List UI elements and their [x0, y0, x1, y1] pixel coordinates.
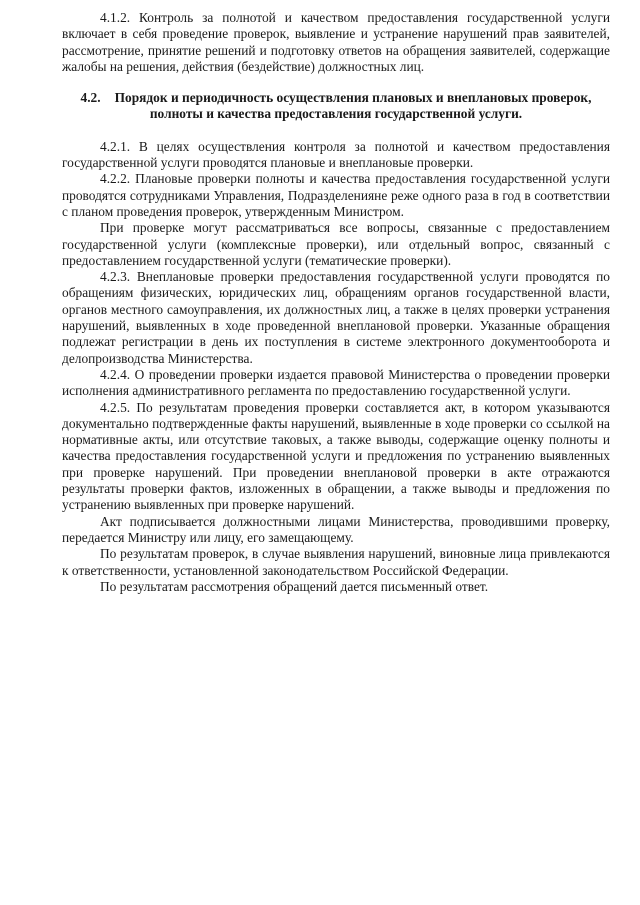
paragraph-4-2-4: 4.2.4. О проведении проверки издается правовой Министерства о проведении проверки исполнения административного регламента по предоставлению государственной услуги. — [62, 366, 610, 399]
paragraph-written-answer: По результатам рассмотрения обращений дается письменный ответ. — [100, 578, 489, 594]
paragraph-4-2-3: 4.2.3. Внеплановые проверки предоставления государственной услуги проводятся по обращениям физических, юридических лиц, обращениям органов государственной власти, органов местного самоуправления, их должностных лиц, а также в целях проверки устранения нарушений, выявленных в ходе проведенной внеплановой проверки. Указанные обращения подлежат регистрации в день их поступления в системе электронного документооборота и делопроизводства Министерства. — [62, 269, 610, 366]
paragraph-4-2-1: 4.2.1. В целях осуществления контроля за полнотой и качеством предоставления государственной услуги проводятся плановые и внеплановые проверки. — [62, 138, 610, 171]
paragraph-4-1-2: 4.1.2. Контроль за полнотой и качеством предоставления государственной услуги включает в себя проведение проверок, выявление и устранение нарушений прав заявителей, рассмотрение, принятие решений и подготовку ответов на обращения заявителей, содержащие жалобы на решения, действия (бездействие) должностных лиц. — [62, 10, 610, 74]
paragraph-4-2-5: 4.2.5. По результатам проведения проверки составляется акт, в котором указываются документально подтвержденные факты нарушений, выявленные в ходе проверки со ссылкой на нормативные акты, или отсутствие таковых, а также выводы, содержащие оценку полноты и качества предоставления государственной услуги и предложения по устранению выявленных при проверке нарушений. При проведении внеплановой проверки в акте отражаются результаты проверки фактов, изложенных в обращении, а также выводы и предложения по устранению выявленных при проверке нарушений. — [62, 399, 610, 513]
document-page — [62, 10, 610, 595]
paragraph-4-2-2: 4.2.2. Плановые проверки полноты и качества предоставления государственной услуги проводятся сотрудниками Управления, Подразделенияне реже одного раза в год в соответствии с планом проведения проверок, утвержденным Министром. — [62, 171, 610, 219]
section-number: 4.2. — [80, 90, 101, 106]
paragraph-liability: По результатам проверок, в случае выявления нарушений, виновные лица привлекаются к ответственности, установленной законодательством Российской Федерации. — [62, 546, 610, 578]
section-title: Порядок и периодичность осуществления плановых и внеплановых проверок, полноты и качества предоставления государственной услуги. — [114, 90, 592, 122]
paragraph-act-signing: Акт подписывается должностными лицами Министерства, проводившими проверку, передается Министру или лицу, его замещающему. — [62, 513, 610, 545]
paragraph-4-2-2-scope: При проверке могут рассматриваться все вопросы, связанные с предоставлением государственной услуги (комплексные проверки), или отдельный вопрос, связанный с предоставлением государственной услуги (тематические проверки). — [62, 220, 610, 268]
section-heading-4-2 — [62, 90, 610, 123]
